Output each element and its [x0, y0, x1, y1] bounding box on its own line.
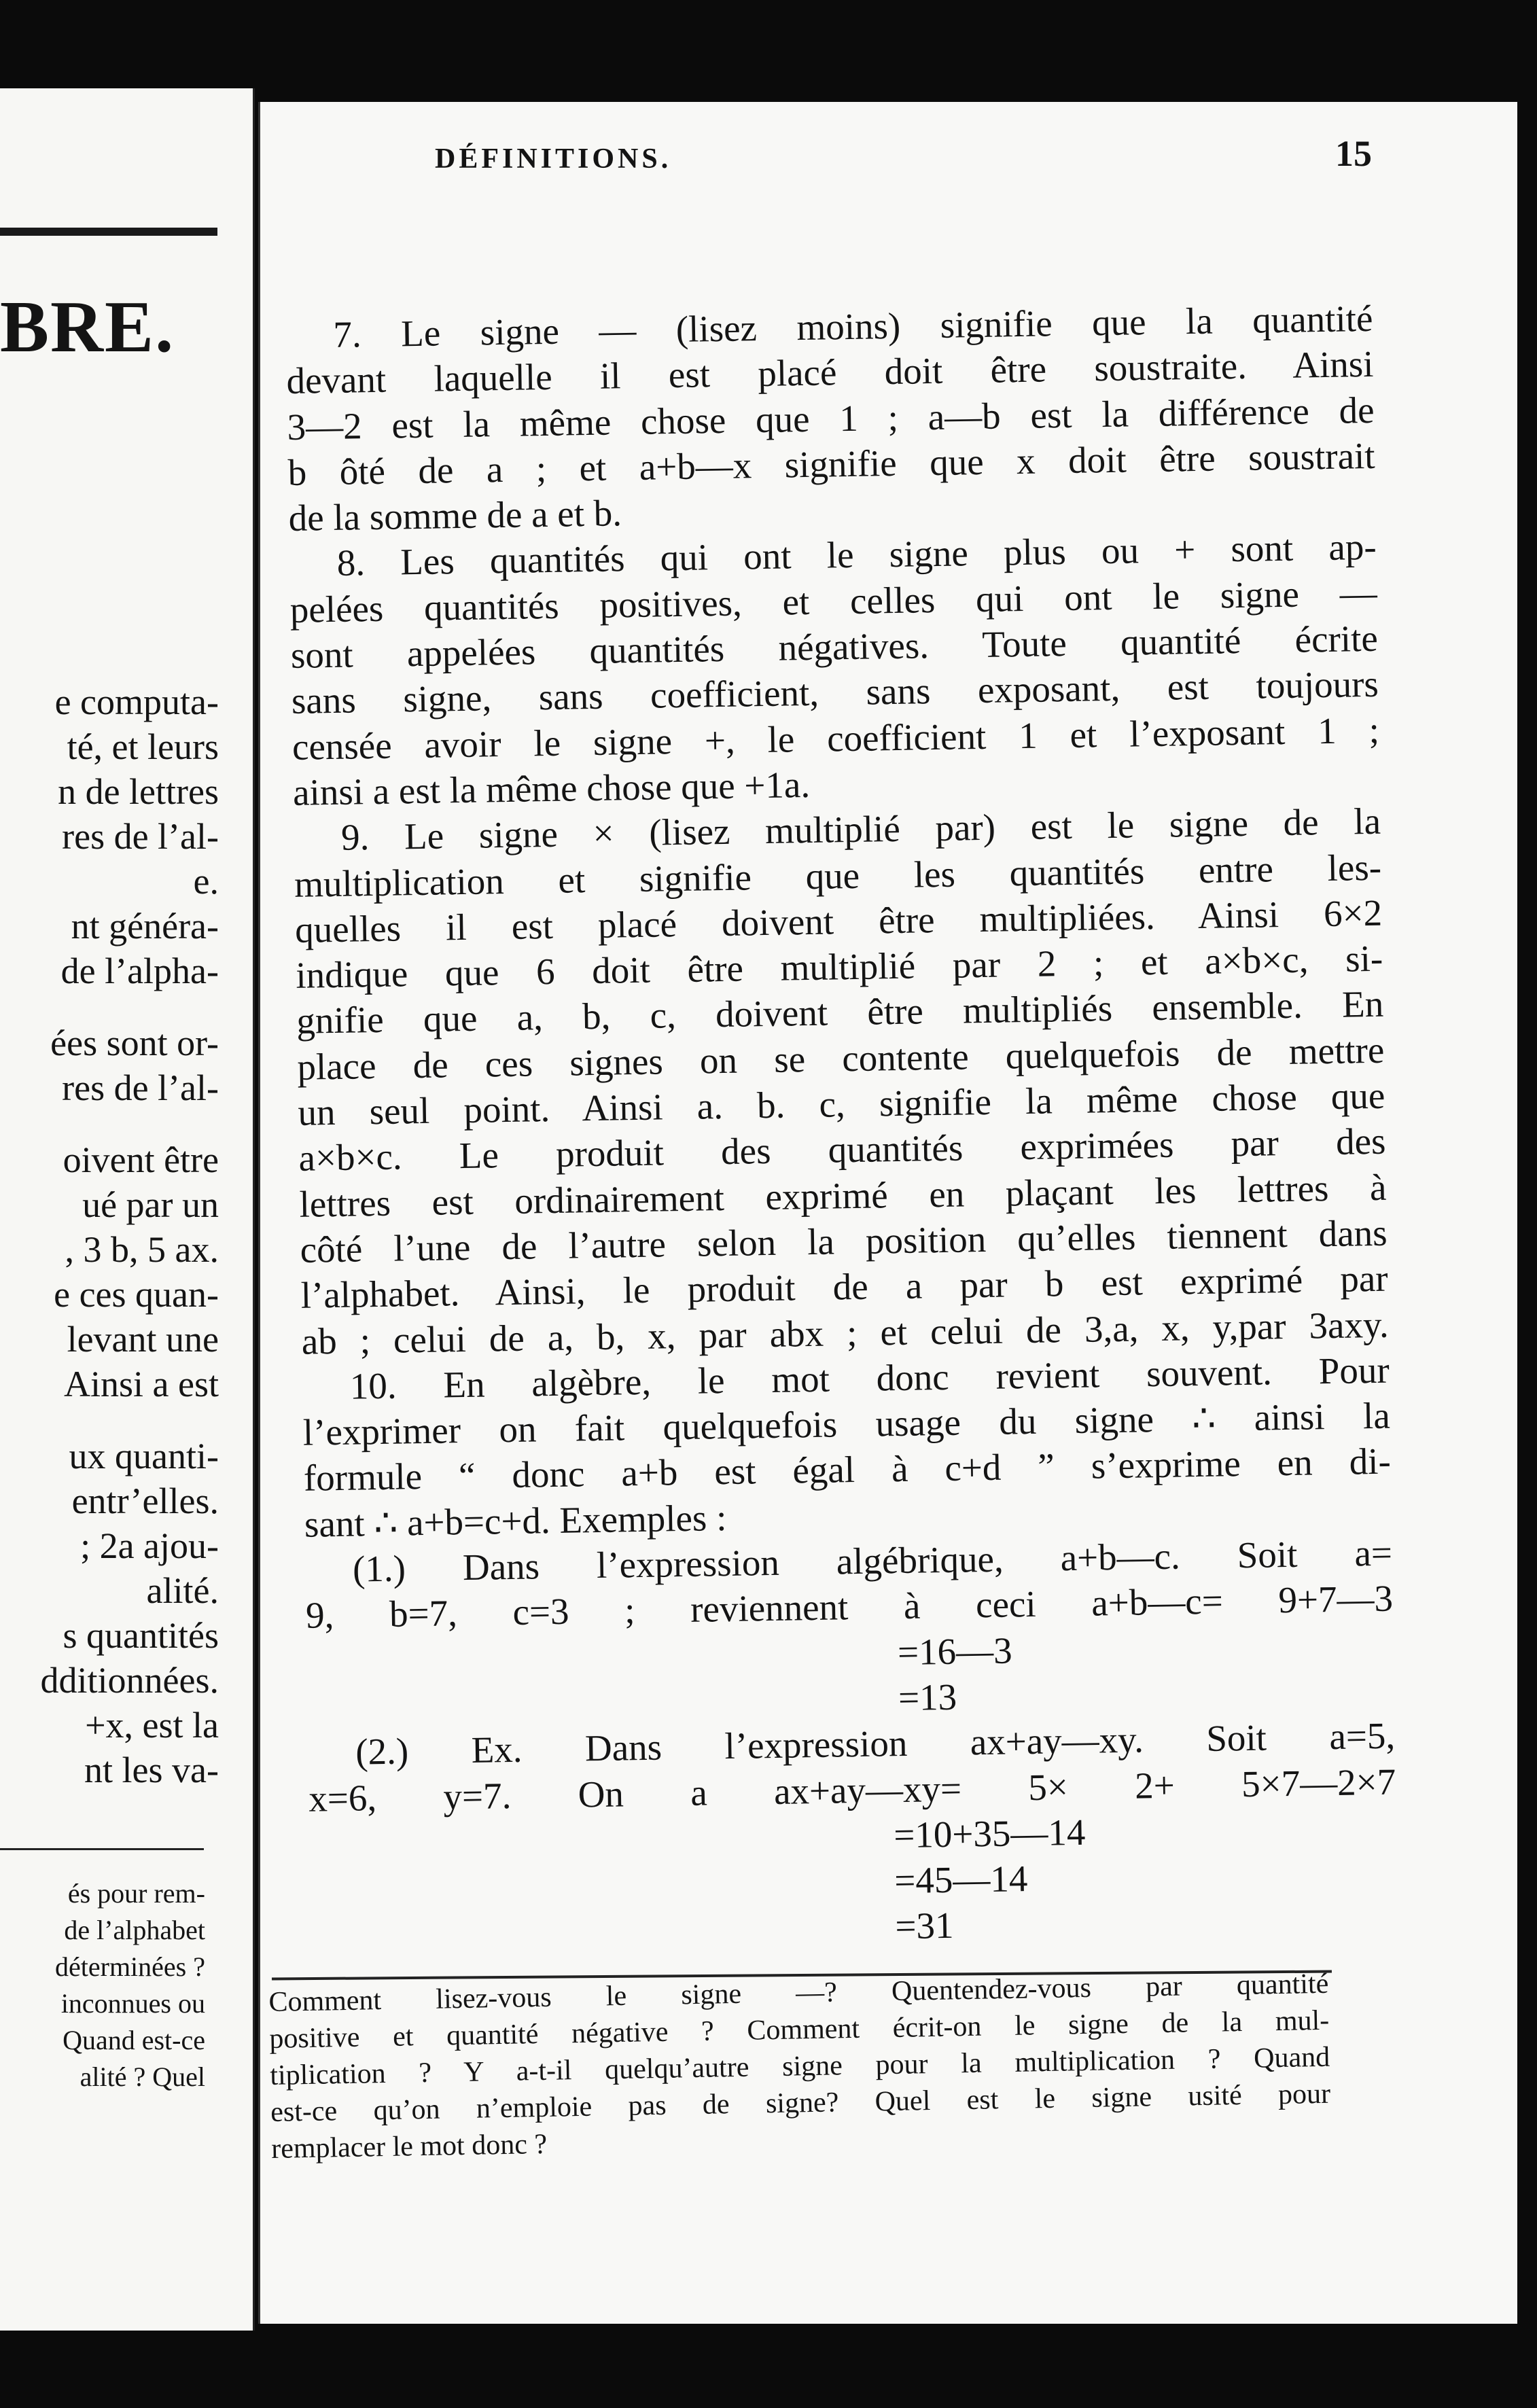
text-line: 7. Le signe — (lisez moins) signifie que la quantité: [333, 297, 1373, 355]
text-line: a×b×c. Le produit des quantités exprimées par des: [298, 1120, 1386, 1180]
left-text-line: nt les va-: [84, 1750, 219, 1790]
text-line: côté l’une de l’autre selon la position qu’elles tiennent dans: [300, 1211, 1388, 1271]
text-line: =10+35—14: [893, 1811, 1086, 1856]
left-text-line: [0, 1406, 253, 1434]
left-text-line: levant une: [67, 1319, 219, 1360]
left-text-line: ux quanti-: [69, 1436, 219, 1476]
left-text-line: s quantités: [63, 1615, 219, 1656]
left-question-line: de l’alphabet: [64, 1915, 205, 1945]
review-questions: [268, 1966, 1331, 2167]
left-question-line: Quand est-ce: [63, 2025, 205, 2055]
left-text-line: té, et leurs: [67, 726, 219, 767]
left-question-line: déterminées ?: [55, 1951, 205, 1982]
question-line: est-ce qu’on n’emploie pas de signe? Quel est le signe usité pour: [270, 2078, 1331, 2128]
text-line: censée avoir le signe +, le coefficient 1 et l’exposant 1 ;: [292, 709, 1380, 768]
text-line: (1.) Dans l’expression algébrique, a+b—c. Soit a=: [352, 1531, 1393, 1590]
text-line: =45—14: [894, 1858, 1028, 1902]
text-line: multiplication et signifie que les quantités entre les-: [294, 846, 1382, 905]
text-line: quelles il est placé doivent être multipliées. Ainsi 6×2: [294, 891, 1383, 951]
left-text-line: alité.: [146, 1570, 219, 1611]
left-text-line: dditionnées.: [40, 1660, 219, 1701]
left-text-line: +x, est la: [85, 1705, 219, 1746]
left-text-line: Ainsi a est: [64, 1364, 219, 1404]
left-text-column: [0, 679, 253, 1792]
left-text-line: res de l’al-: [62, 816, 219, 857]
text-line: l’alphabet. Ainsi, le produit de a par b est exprimé par: [300, 1257, 1389, 1317]
left-question-line: alité ? Quel: [80, 2061, 205, 2092]
text-line: l’exprimer on fait quelquefois usage du signe ∴ ainsi la: [302, 1394, 1391, 1453]
question-line: Comment lisez-vous le signe —? Quentendez-vous par quantité: [268, 1968, 1329, 2018]
running-header: DÉFINITIONS.: [435, 143, 672, 175]
left-text-line: oivent être: [63, 1139, 219, 1180]
left-text-line: entr’elles.: [71, 1481, 219, 1521]
page-number: 15: [1335, 133, 1372, 174]
text-line: =31: [894, 1905, 954, 1947]
text-line: 9, b=7, c=3 ; reviennent à ceci a+b—c= 9+7—3: [305, 1577, 1394, 1637]
left-text-line: ué par un: [82, 1184, 219, 1225]
left-page: [0, 88, 255, 2331]
left-question-line: inconnues ou: [60, 1988, 205, 2019]
left-text-line: de l’alpha-: [60, 951, 219, 991]
left-text-line: nt généra-: [71, 906, 219, 946]
left-text-line: [0, 1110, 253, 1137]
text-line: place de ces signes on se contente quelquefois de mettre: [296, 1029, 1385, 1088]
text-line: sant ∴ a+b=c+d. Exemples :: [304, 1496, 727, 1545]
left-text-line: n de lettres: [58, 771, 219, 812]
text-line: de la somme de a et b.: [288, 492, 622, 539]
text-line: (2.) Ex. Dans l’expression ax+ay—xy. Soit a=5,: [355, 1714, 1396, 1773]
text-line: b ôté de a ; et a+b—x signifie que x doit être soustrait: [287, 434, 1375, 493]
left-chapter-title: BRE.: [0, 287, 175, 368]
text-line: =13: [898, 1676, 957, 1718]
text-line: sont appelées quantités négatives. Toute quantité écrite: [290, 617, 1379, 677]
text-line: pelées quantités positives, et celles qui ont le signe —: [289, 571, 1378, 631]
text-line: gnifie que a, b, c, doivent être multipliés ensemble. En: [296, 983, 1384, 1042]
text-line: 9. Le signe × (lisez multiplié par) est le signe de la: [340, 800, 1381, 859]
footnote-rule: [0, 1848, 204, 1850]
question-line: remplacer le mot donc ?: [270, 2128, 548, 2165]
text-line: formule “ donc a+b est égal à c+d ” s’exprime en di-: [303, 1440, 1392, 1500]
header-rule: [0, 228, 217, 236]
left-text-line: [0, 993, 253, 1021]
left-text-line: ées sont or-: [50, 1023, 219, 1063]
left-text-line: e.: [193, 861, 219, 902]
text-line: x=6, y=7. On a ax+ay—xy= 5× 2+ 5×7—2×7: [308, 1760, 1396, 1820]
left-text-line: ; 2a ajou-: [80, 1525, 219, 1566]
text-line: sans signe, sans coefficient, sans exposant, est toujours: [291, 663, 1379, 722]
text-line: 10. En algèbre, le mot donc revient souvent. Pour: [349, 1349, 1390, 1407]
text-line: un seul point. Ainsi a. b. c, signifie la même chose que: [298, 1074, 1385, 1133]
text-line: lettres est ordinairement exprimé en plaçant les lettres à: [299, 1166, 1387, 1225]
question-line: positive et quantité négative ? Comment écrit-on le signe de la mul-: [269, 2004, 1330, 2055]
text-line: ainsi a est la même chose que +1a.: [292, 763, 811, 813]
main-text: [285, 296, 1398, 1959]
text-line: 3—2 est la même chose que 1 ; a—b est la différence de: [287, 389, 1375, 448]
left-text-line: , 3 b, 5 ax.: [65, 1229, 219, 1270]
text-line: devant laquelle il est placé doit être soustraite. Ainsi: [286, 343, 1374, 402]
left-text-line: e ces quan-: [54, 1274, 219, 1315]
left-text-line: res de l’al-: [62, 1067, 219, 1108]
text-line: =16—3: [897, 1629, 1013, 1673]
left-question-line: és pour rem-: [67, 1878, 205, 1909]
text-line: indique que 6 doit être multiplié par 2 ; et a×b×c, si-: [295, 937, 1383, 997]
left-questions: [0, 1875, 253, 2095]
left-text-line: e computa-: [54, 681, 219, 722]
text-line: 8. Les quantités qui ont le signe plus ou + sont ap-: [336, 526, 1377, 584]
question-line: tiplication ? Y a-t-il quelqu’autre signe pour la multiplication ? Quand: [269, 2041, 1330, 2091]
text-line: ab ; celui de a, b, x, par abx ; et celui de 3,a, x, y,par 3axy.: [301, 1303, 1390, 1362]
